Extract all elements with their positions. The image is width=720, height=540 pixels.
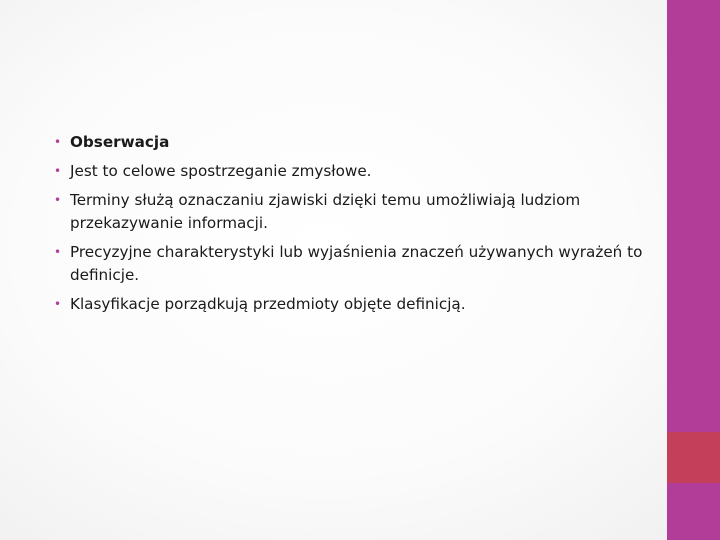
- bullet-text: Jest to celowe spostrzeganie zmysłowe.: [70, 162, 372, 180]
- bullet-icon: •: [54, 135, 62, 149]
- bullet-item-1: [54, 131, 650, 154]
- bullet-text: Precyzyjne charakterystyki lub wyjaśnienia znaczeń używanych wyrażeń to definicje.: [70, 243, 643, 284]
- right-accent-block: [667, 432, 720, 483]
- bullet-item-4: [54, 241, 650, 287]
- bullet-text: Klasyfikacje porządkują przedmioty objęte definicją.: [70, 295, 466, 313]
- bullet-item-2: [54, 160, 650, 183]
- slide-content: [54, 131, 650, 322]
- bullet-text: Terminy służą oznaczaniu zjawiski dzięki temu umożliwiają ludziom przekazywanie informacji.: [70, 191, 581, 232]
- bullet-item-3: [54, 189, 650, 235]
- bullet-text: Obserwacja: [70, 133, 170, 151]
- bullet-item-5: [54, 293, 650, 316]
- bullet-icon: •: [54, 297, 62, 311]
- bullet-icon: •: [54, 164, 62, 178]
- bullet-icon: •: [54, 193, 62, 207]
- bullet-list: [54, 131, 650, 316]
- bullet-icon: •: [54, 245, 62, 259]
